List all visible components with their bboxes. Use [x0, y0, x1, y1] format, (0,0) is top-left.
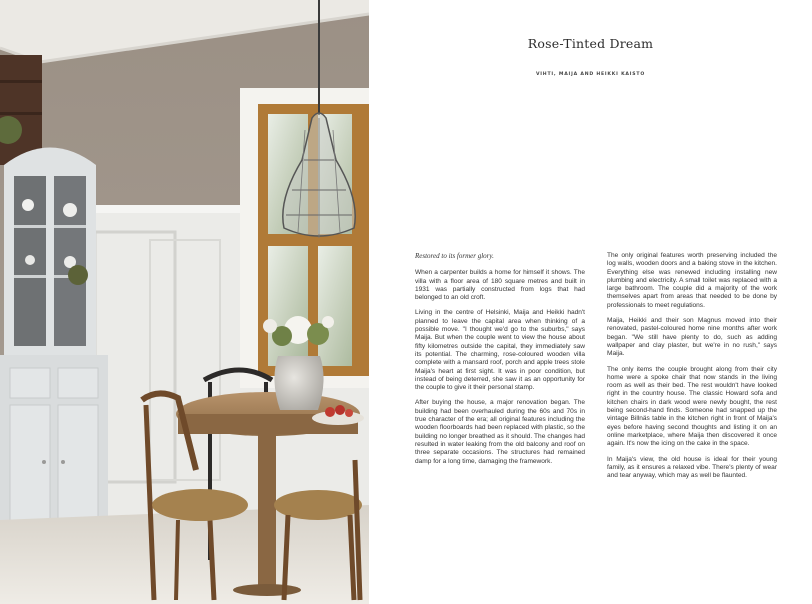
- article-byline: VIHTI, MAIJA AND HEIKKI KAISTO: [535, 72, 646, 77]
- paragraph: When a carpenter builds a home for himself it shows. The villa with a floor area of 180 square metres and built in 1931 was partially constructed from logs that had belonged to an old croft.: [415, 269, 585, 302]
- paragraph: In Maija's view, the old house is ideal for their young family, as it ensures a relaxed vibe. There's plenty of wear and tear anyway, which may as well be flaunted.: [607, 455, 777, 480]
- article-page: [369, 0, 812, 604]
- paragraph: Maija, Heikki and their son Magnus moved into their renovated, pastel-coloured home nine months after work began. "We still have plenty to do, such as adding wallpaper and clay plaster, but we're in no rush," says Maija.: [607, 317, 777, 358]
- text-column-right: [607, 252, 777, 487]
- lead-text: Restored to its former glory.: [415, 252, 494, 260]
- text-column-left: [415, 252, 585, 473]
- article-title: Rose-Tinted Dream: [527, 36, 654, 51]
- paragraph: The only original features worth preserving included the log walls, wooden doors and a baking stove in the kitchen. Everything else was renewed including installing new plumbing and electricity. A small toilet was replaced with a large bathroom. The couple did a majority of the work themselves apart from areas that needed to be done by professionals to meet regulations.: [607, 252, 777, 309]
- paragraph: After buying the house, a major renovation began. The building had been overhauled during the 60s and 70s in true character of the era; all original features including the wooden floorboards had been replaced with plastic, so the building no longer breathed as it should. The changes had resulted in water leaking from the old balcony and roof on three separate occasions. The structures had remained damp for a long time, damaging the framework.: [415, 399, 585, 465]
- paragraph: The only items the couple brought along from their city home were a spoke chair that now stands in the living room as well as their bed. The rest wouldn't have looked right in the country house. The classic Howard sofa and kitchen chairs in dark wood were newly bought, the rest being second-hand finds. Someone had snapped up the vintage Billnäs table in the kitchen right in front of Maija's eyes before having second thoughts and listing it on an online marketplace, where Maija then discovered it once again. It's now the icing on the cake in the space.: [607, 365, 777, 448]
- paragraph: Living in the centre of Helsinki, Maija and Heikki hadn't planned to leave the capital area when thinking of a possible move. "I thought we'd go to the suburbs," says Maija. But when the couple went to view the house about fifty kilometres outside the capital, they immediately saw its potential. The charming, rose-coloured wooden villa complete with a mansard roof, porch and apple trees stole Maija's heart at first sight. It was in poor condition, but instead of being deterred, she saw it as an opportunity for the couple to give it their personal stamp.: [415, 309, 585, 392]
- interior-photo: [0, 0, 369, 604]
